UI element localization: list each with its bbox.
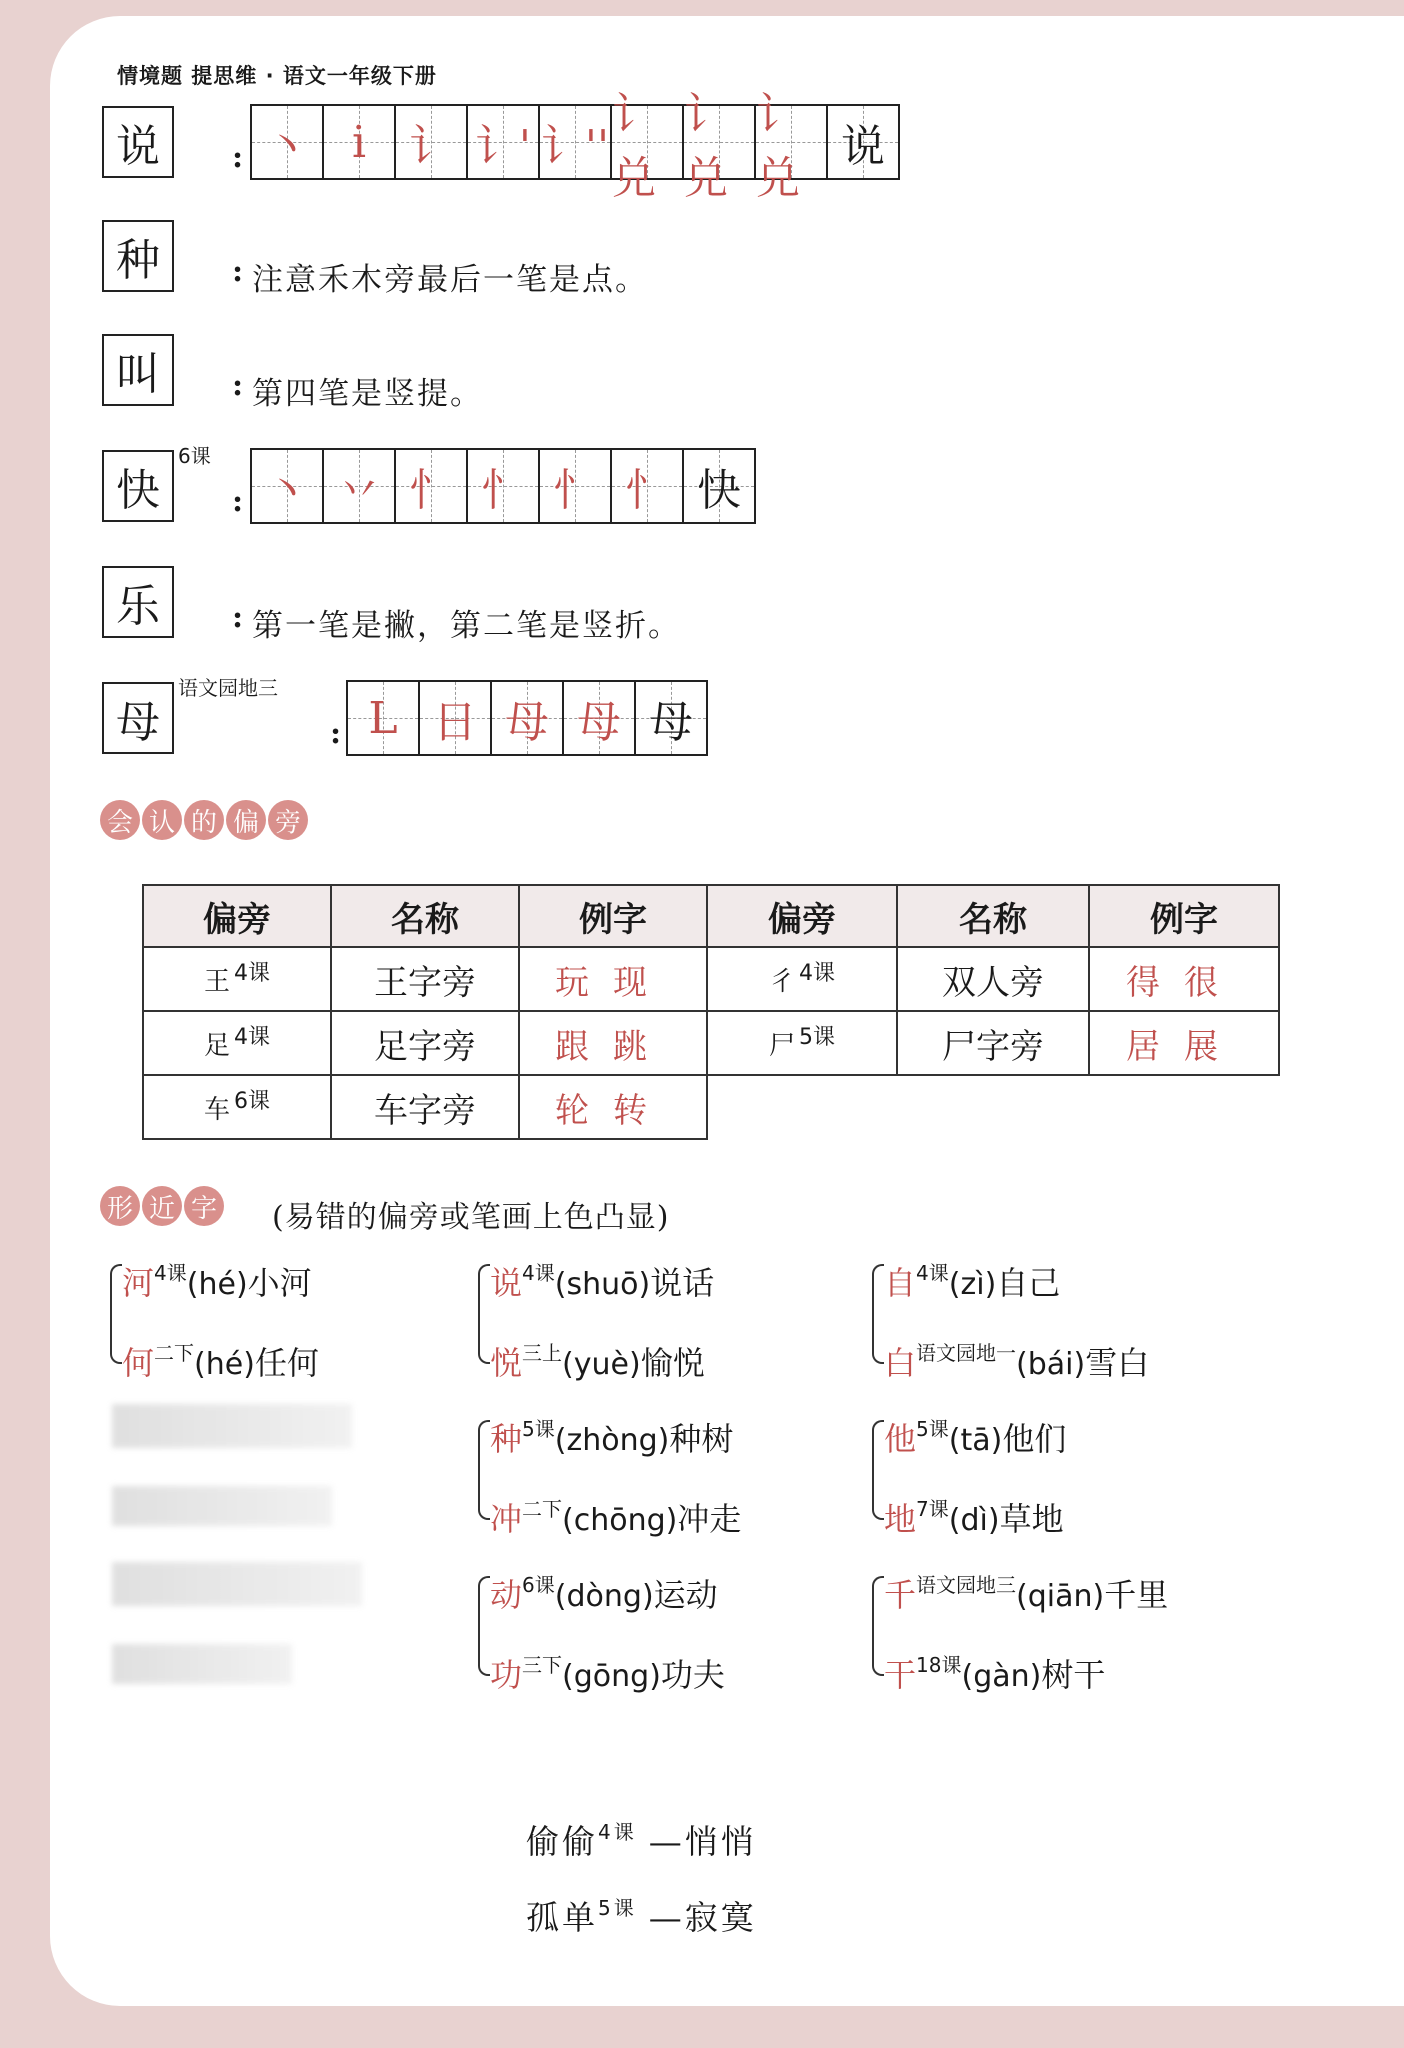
stroke-glyph: 讠'' xyxy=(540,121,610,172)
radical-examples: 得很 xyxy=(1089,947,1279,1011)
colon: : xyxy=(232,600,244,635)
stroke-cell xyxy=(468,106,540,178)
phrase-pair xyxy=(526,1816,757,1863)
colon: : xyxy=(232,368,244,403)
radical: 王 xyxy=(203,967,230,997)
brace xyxy=(478,1264,490,1364)
character: 地 xyxy=(884,1500,917,1538)
similar-entry: 动$^{6课}$(dòng)运动 xyxy=(490,1573,718,1614)
phrase-pair-word: —寂寞 xyxy=(648,1898,757,1937)
radical-cell xyxy=(143,1075,331,1139)
stroke-cell xyxy=(252,106,324,178)
title-char: 字 xyxy=(184,1186,224,1226)
lesson-tag: 6课 xyxy=(234,1089,270,1114)
lesson-tag: 6课 xyxy=(522,1573,555,1597)
lesson-tag: 18课 xyxy=(916,1653,962,1677)
radical-examples: 跟跳 xyxy=(519,1011,707,1075)
stroke-order-grid xyxy=(346,680,708,756)
character-box: 快 xyxy=(102,450,174,522)
lesson-tag: 语文园地三 xyxy=(916,1573,1017,1597)
pinyin: qiān xyxy=(1027,1579,1093,1614)
radical: 车 xyxy=(203,1095,230,1125)
blurred-content xyxy=(112,1644,292,1684)
stroke-glyph: 讠兑 xyxy=(684,89,728,204)
lesson-tag: 语文园地三 xyxy=(178,676,278,700)
radical-name: 双人旁 xyxy=(897,947,1089,1011)
column-header: 偏旁 xyxy=(143,885,331,947)
word: 小河 xyxy=(247,1264,312,1302)
title-char: 的 xyxy=(184,800,224,840)
colon: : xyxy=(330,716,342,751)
table-row xyxy=(143,1075,1279,1139)
stroke-glyph: 丶 xyxy=(265,465,309,516)
lesson-tag: 三上 xyxy=(522,1341,563,1365)
character-box: 叫 xyxy=(102,334,174,406)
stroke-glyph: 忄 xyxy=(409,465,453,516)
stroke-cell xyxy=(492,682,564,754)
character-box: 种 xyxy=(102,220,174,292)
word: 愉悦 xyxy=(640,1344,705,1382)
stroke-glyph: 讠 xyxy=(409,121,453,172)
similar-entry: 白$^{语文园地一}$(bái)雪白 xyxy=(884,1341,1150,1382)
radical: 足 xyxy=(203,1031,230,1061)
similar-entry: 千$^{语文园地三}$(qiān)千里 xyxy=(884,1573,1169,1614)
brace xyxy=(478,1420,490,1520)
stroke-cell xyxy=(540,450,612,522)
character: 悦 xyxy=(490,1344,523,1382)
column-header: 偏旁 xyxy=(707,885,897,947)
character-box: 说 xyxy=(102,106,174,178)
title-char: 旁 xyxy=(268,800,308,840)
phrase-word: 偷偷 xyxy=(526,1822,598,1861)
pinyin: zhòng xyxy=(566,1423,658,1458)
stroke-order-grid xyxy=(250,89,900,204)
stroke-glyph: 忄 xyxy=(481,465,525,516)
character: 白 xyxy=(884,1344,917,1382)
phrase-pair xyxy=(526,1892,757,1939)
stroke-glyph: 丷 xyxy=(337,465,381,516)
stroke-glyph: 讠兑 xyxy=(756,89,800,204)
pinyin: dì xyxy=(960,1503,988,1538)
radical-examples: 玩现 xyxy=(519,947,707,1011)
word: 雪白 xyxy=(1085,1344,1150,1382)
title-char: 近 xyxy=(142,1186,182,1226)
brace xyxy=(872,1420,884,1520)
similar-entry: 河$^{4课}$(hé)小河 xyxy=(122,1261,312,1302)
page-header: 情境题 提思维 · 语文一年级下册 xyxy=(117,64,437,88)
pinyin: dòng xyxy=(566,1579,642,1614)
similar-section-title xyxy=(100,1186,226,1226)
blurred-content xyxy=(112,1562,362,1606)
blurred-content xyxy=(112,1404,352,1448)
pinyin: hé xyxy=(198,1267,236,1302)
lesson-tag: 4课 xyxy=(234,1025,270,1050)
stroke-cell xyxy=(468,450,540,522)
colon: : xyxy=(232,484,244,519)
pinyin: bái xyxy=(1027,1347,1074,1382)
radical-cell xyxy=(143,1011,331,1075)
stroke-cell xyxy=(636,682,708,754)
title-char: 形 xyxy=(100,1186,140,1226)
stroke-cell xyxy=(684,450,756,522)
pinyin: gàn xyxy=(973,1659,1030,1694)
character: 功 xyxy=(490,1656,523,1694)
stroke-cell xyxy=(684,89,756,204)
stroke-cell xyxy=(324,450,396,522)
radical-cell xyxy=(707,1011,897,1075)
radical-name: 尸字旁 xyxy=(897,1011,1089,1075)
stroke-glyph: 讠兑 xyxy=(612,89,656,204)
table-header-row xyxy=(143,885,1279,947)
similar-section-note: (易错的偏旁或笔画上色凸显) xyxy=(272,1200,670,1235)
similar-entry: 冲$^{二下}$(chōng)冲走 xyxy=(490,1497,742,1538)
lesson-tag: 4课 xyxy=(799,961,835,986)
character: 冲 xyxy=(490,1500,523,1538)
stroke-cell xyxy=(564,682,636,754)
lesson-tag: 4课 xyxy=(234,961,270,986)
similar-entry: 悦$^{三上}$(yuè)愉悦 xyxy=(490,1341,705,1382)
pinyin: yuè xyxy=(573,1347,629,1382)
radical-name: 足字旁 xyxy=(331,1011,519,1075)
lesson-tag: 6课 xyxy=(178,444,211,468)
similar-entry: 功$^{三下}$(gōng)功夫 xyxy=(490,1653,725,1694)
character: 说 xyxy=(490,1264,523,1302)
brace xyxy=(872,1576,884,1676)
table-row xyxy=(143,947,1279,1011)
lesson-tag: 语文园地一 xyxy=(916,1341,1017,1365)
word: 种树 xyxy=(669,1420,734,1458)
lesson-tag: 5课 xyxy=(799,1025,835,1050)
stroke-glyph: 忄 xyxy=(553,465,597,516)
stroke-cell xyxy=(540,106,612,178)
radical: 尸 xyxy=(768,1031,795,1061)
title-char: 会 xyxy=(100,800,140,840)
stroke-glyph: 丶 xyxy=(265,121,309,172)
stroke-glyph: 母 xyxy=(505,697,549,748)
lesson-tag: 7课 xyxy=(916,1497,949,1521)
radical-cell xyxy=(707,947,897,1011)
similar-entry: 何$^{二下}$(hé)任何 xyxy=(122,1341,319,1382)
lesson-tag: 三下 xyxy=(522,1653,563,1677)
word: 运动 xyxy=(653,1576,718,1614)
radical-cell xyxy=(143,947,331,1011)
word: 千里 xyxy=(1104,1576,1169,1614)
pinyin: shuō xyxy=(566,1267,639,1302)
column-header: 例字 xyxy=(1089,885,1279,947)
word: 树干 xyxy=(1041,1656,1106,1694)
word: 草地 xyxy=(999,1500,1064,1538)
word: 冲走 xyxy=(677,1500,742,1538)
stroke-cell xyxy=(756,89,828,204)
stroke-glyph: 快 xyxy=(697,465,741,516)
colon: : xyxy=(232,140,244,175)
stroke-glyph: 母 xyxy=(577,697,621,748)
stroke-glyph: 忄 xyxy=(625,465,669,516)
pinyin: hé xyxy=(205,1347,244,1382)
word: 他们 xyxy=(1002,1420,1067,1458)
lesson-tag: 4课 xyxy=(916,1261,949,1285)
pinyin: tā xyxy=(960,1423,991,1458)
lesson-tag: 4课 xyxy=(598,1820,637,1844)
writing-note: 第一笔是撇，第二笔是竖折。 xyxy=(252,608,681,644)
stroke-glyph: 日 xyxy=(433,697,477,748)
radical-name: 王字旁 xyxy=(331,947,519,1011)
stroke-cell xyxy=(252,450,324,522)
character: 河 xyxy=(122,1264,155,1302)
similar-entry: 说$^{4课}$(shuō)说话 xyxy=(490,1261,715,1302)
brace xyxy=(872,1264,884,1364)
stroke-cell xyxy=(612,450,684,522)
lesson-tag: 二下 xyxy=(154,1341,195,1365)
stroke-order-grid xyxy=(250,448,756,524)
character: 干 xyxy=(884,1656,917,1694)
blurred-content xyxy=(112,1486,332,1526)
stroke-glyph: 说 xyxy=(841,121,885,172)
stroke-glyph: L xyxy=(368,692,398,744)
character: 动 xyxy=(490,1576,523,1614)
brace xyxy=(478,1576,490,1676)
radicals-table xyxy=(142,884,1280,1140)
lesson-tag: 5课 xyxy=(916,1417,949,1441)
lesson-tag: 4课 xyxy=(154,1261,187,1285)
stroke-cell xyxy=(324,106,396,178)
word: 自己 xyxy=(996,1264,1061,1302)
phrase-pair-word: —悄悄 xyxy=(648,1822,757,1861)
similar-entry: 自$^{4课}$(zì)自己 xyxy=(884,1261,1061,1302)
radical-examples: 轮转 xyxy=(519,1075,707,1139)
pinyin: gōng xyxy=(573,1659,650,1694)
character: 自 xyxy=(884,1264,917,1302)
brace xyxy=(110,1264,122,1364)
pinyin: zì xyxy=(960,1267,985,1302)
character-box: 母 xyxy=(102,682,174,754)
word: 任何 xyxy=(254,1344,319,1382)
stroke-cell xyxy=(396,106,468,178)
stroke-cell xyxy=(396,450,468,522)
radical-name: 车字旁 xyxy=(331,1075,519,1139)
character: 千 xyxy=(884,1576,917,1614)
pinyin: chōng xyxy=(573,1503,666,1538)
stroke-glyph: 母 xyxy=(649,697,693,748)
stroke-glyph: i xyxy=(351,116,367,168)
writing-note: 注意禾木旁最后一笔是点。 xyxy=(252,262,648,298)
similar-entry: 干$^{18课}$(gàn)树干 xyxy=(884,1653,1106,1694)
stroke-cell xyxy=(828,106,900,178)
character: 何 xyxy=(122,1344,155,1382)
lesson-tag: 二下 xyxy=(522,1497,563,1521)
stroke-cell xyxy=(420,682,492,754)
writing-note: 第四笔是竖提。 xyxy=(252,376,483,412)
character-box: 乐 xyxy=(102,566,174,638)
title-char: 偏 xyxy=(226,800,266,840)
lesson-tag: 5课 xyxy=(522,1417,555,1441)
title-char: 认 xyxy=(142,800,182,840)
table-row xyxy=(143,1011,1279,1075)
lesson-tag: 4课 xyxy=(522,1261,555,1285)
stroke-cell xyxy=(348,682,420,754)
radicals-section-title xyxy=(100,800,310,840)
column-header: 名称 xyxy=(897,885,1089,947)
stroke-cell xyxy=(612,89,684,204)
word: 说话 xyxy=(650,1264,715,1302)
colon: : xyxy=(232,254,244,289)
similar-entry: 种$^{5课}$(zhòng)种树 xyxy=(490,1417,734,1458)
lesson-tag: 5课 xyxy=(598,1896,637,1920)
similar-entry: 他$^{5课}$(tā)他们 xyxy=(884,1417,1067,1458)
word: 功夫 xyxy=(660,1656,725,1694)
phrase-word: 孤单 xyxy=(526,1898,598,1937)
character: 他 xyxy=(884,1420,917,1458)
character: 种 xyxy=(490,1420,523,1458)
stroke-glyph: 讠' xyxy=(474,121,532,172)
radical-examples: 居展 xyxy=(1089,1011,1279,1075)
radical: 彳 xyxy=(768,967,795,997)
column-header: 名称 xyxy=(331,885,519,947)
similar-entry: 地$^{7课}$(dì)草地 xyxy=(884,1497,1064,1538)
column-header: 例字 xyxy=(519,885,707,947)
